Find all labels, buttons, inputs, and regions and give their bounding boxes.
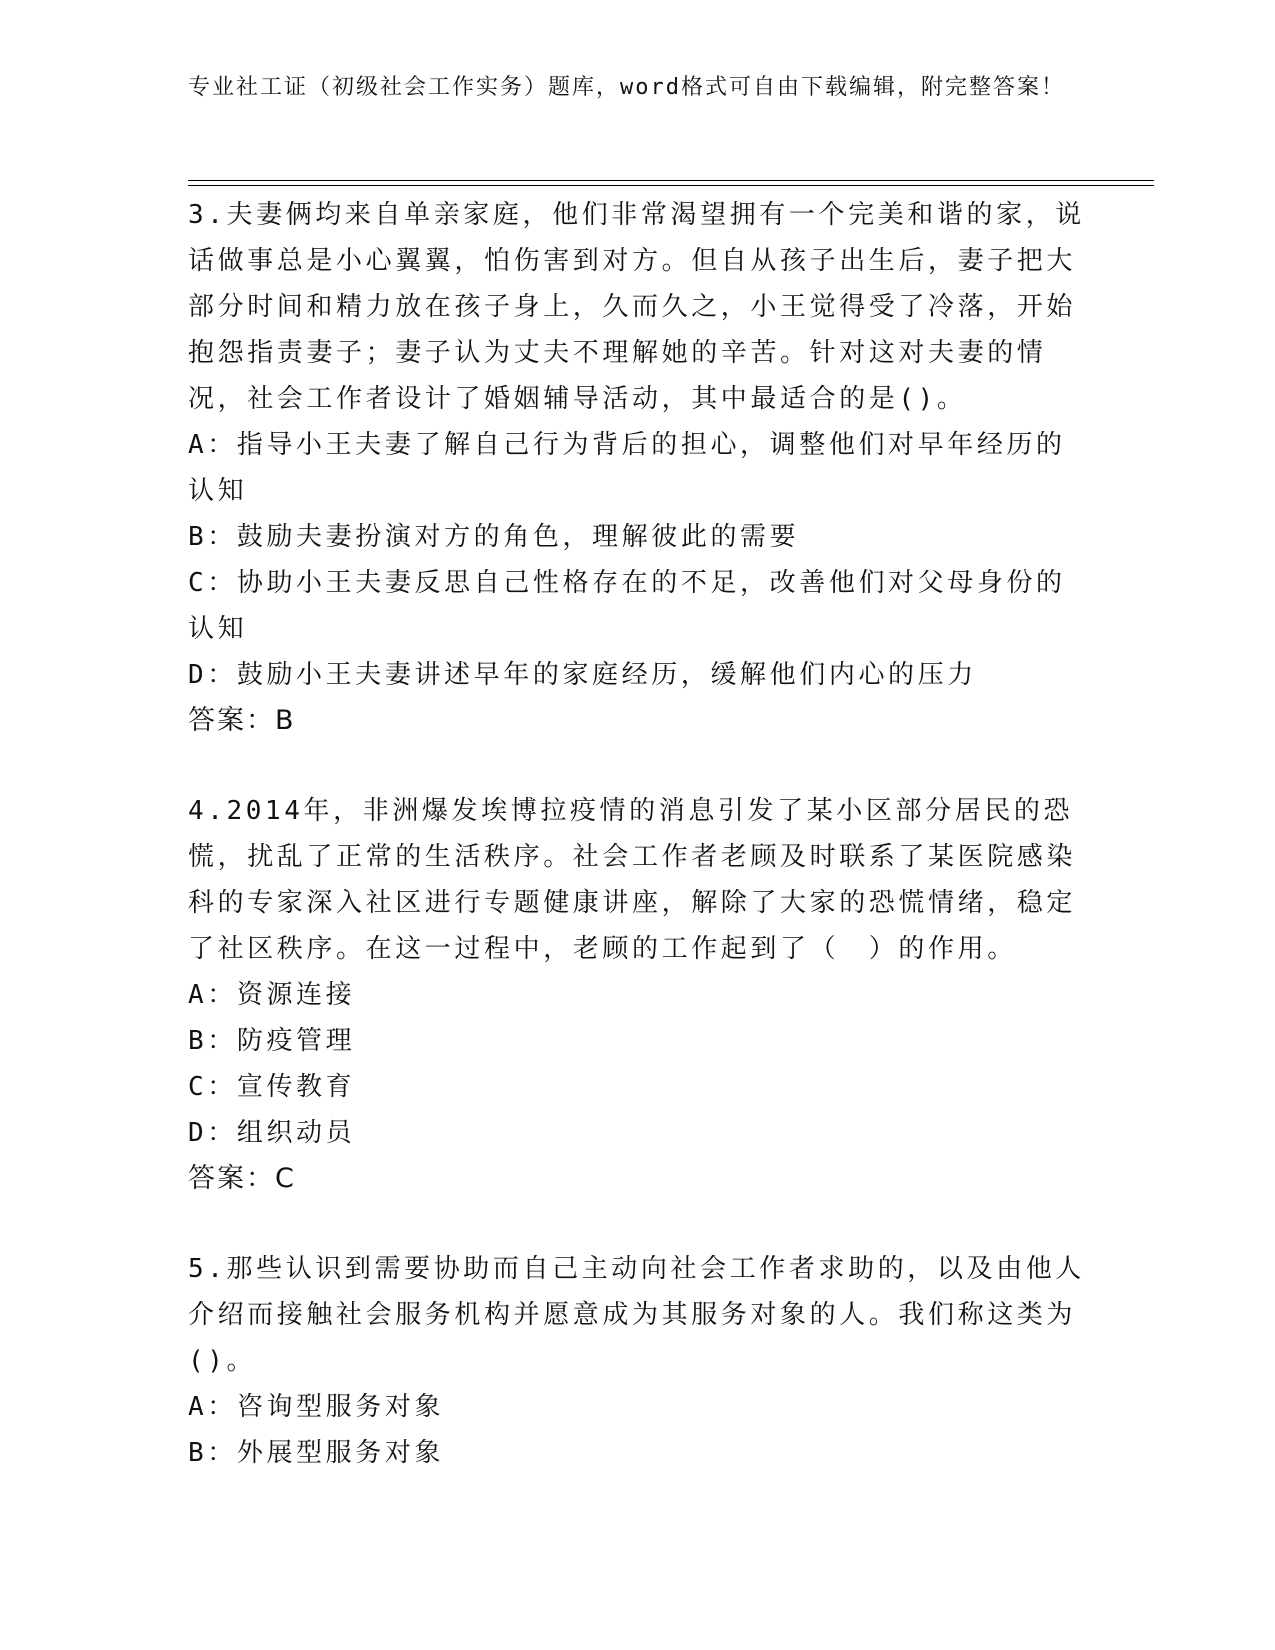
option-b: B：防疫管理 xyxy=(188,1026,356,1056)
question-gap xyxy=(188,744,1088,788)
question-list xyxy=(188,192,1088,1476)
option-d: D：鼓励小王夫妻讲述早年的家庭经历，缓解他们内心的压力 xyxy=(188,660,977,690)
option-b: B：外展型服务对象 xyxy=(188,1438,445,1468)
header-rule-top xyxy=(188,180,1154,181)
option-b: B：鼓励夫妻扮演对方的角色，理解彼此的需要 xyxy=(188,522,800,552)
answer-line: 答案：C xyxy=(188,1163,296,1194)
document-header: 专业社工证（初级社会工作实务）题库，word格式可自由下载编辑，附完整答案！ xyxy=(188,75,1065,100)
option-a: A：资源连接 xyxy=(188,980,356,1010)
question-4 xyxy=(188,788,1088,1202)
option-a: A：指导小王夫妻了解自己行为背后的担心，调整他们对早年经历的认知 xyxy=(188,430,1066,506)
question-5 xyxy=(188,1246,1088,1476)
answer-line: 答案：B xyxy=(188,705,296,736)
question-3 xyxy=(188,192,1088,744)
option-d: D：组织动员 xyxy=(188,1118,356,1148)
option-c: C：协助小王夫妻反思自己性格存在的不足，改善他们对父母身份的认知 xyxy=(188,568,1066,644)
question-stem: 4.2014年，非洲爆发埃博拉疫情的消息引发了某小区部分居民的恐慌，扰乱了正常的生活秩序。社会工作者老顾及时联系了某医院感染科的专家深入社区进行专题健康讲座，解除了大家的恐慌情绪，稳定了社区秩序。在这一过程中，老顾的工作起到了（ ）的作用。 xyxy=(188,796,1077,964)
question-stem: 3.夫妻俩均来自单亲家庭，他们非常渴望拥有一个完美和谐的家，说话做事总是小心翼翼，怕伤害到对方。但自从孩子出生后，妻子把大部分时间和精力放在孩子身上，久而久之，小王觉得受了冷落，开始抱怨指责妻子；妻子认为丈夫不理解她的辛苦。针对这对夫妻的情况，社会工作者设计了婚姻辅导活动，其中最适合的是()。 xyxy=(188,200,1085,414)
question-gap xyxy=(188,1202,1088,1246)
option-a: A：咨询型服务对象 xyxy=(188,1392,445,1422)
question-stem: 5.那些认识到需要协助而自己主动向社会工作者求助的，以及由他人介绍而接触社会服务机构并愿意成为其服务对象的人。我们称这类为()。 xyxy=(188,1254,1085,1376)
option-c: C：宣传教育 xyxy=(188,1072,356,1102)
header-rule-bottom xyxy=(188,185,1154,186)
